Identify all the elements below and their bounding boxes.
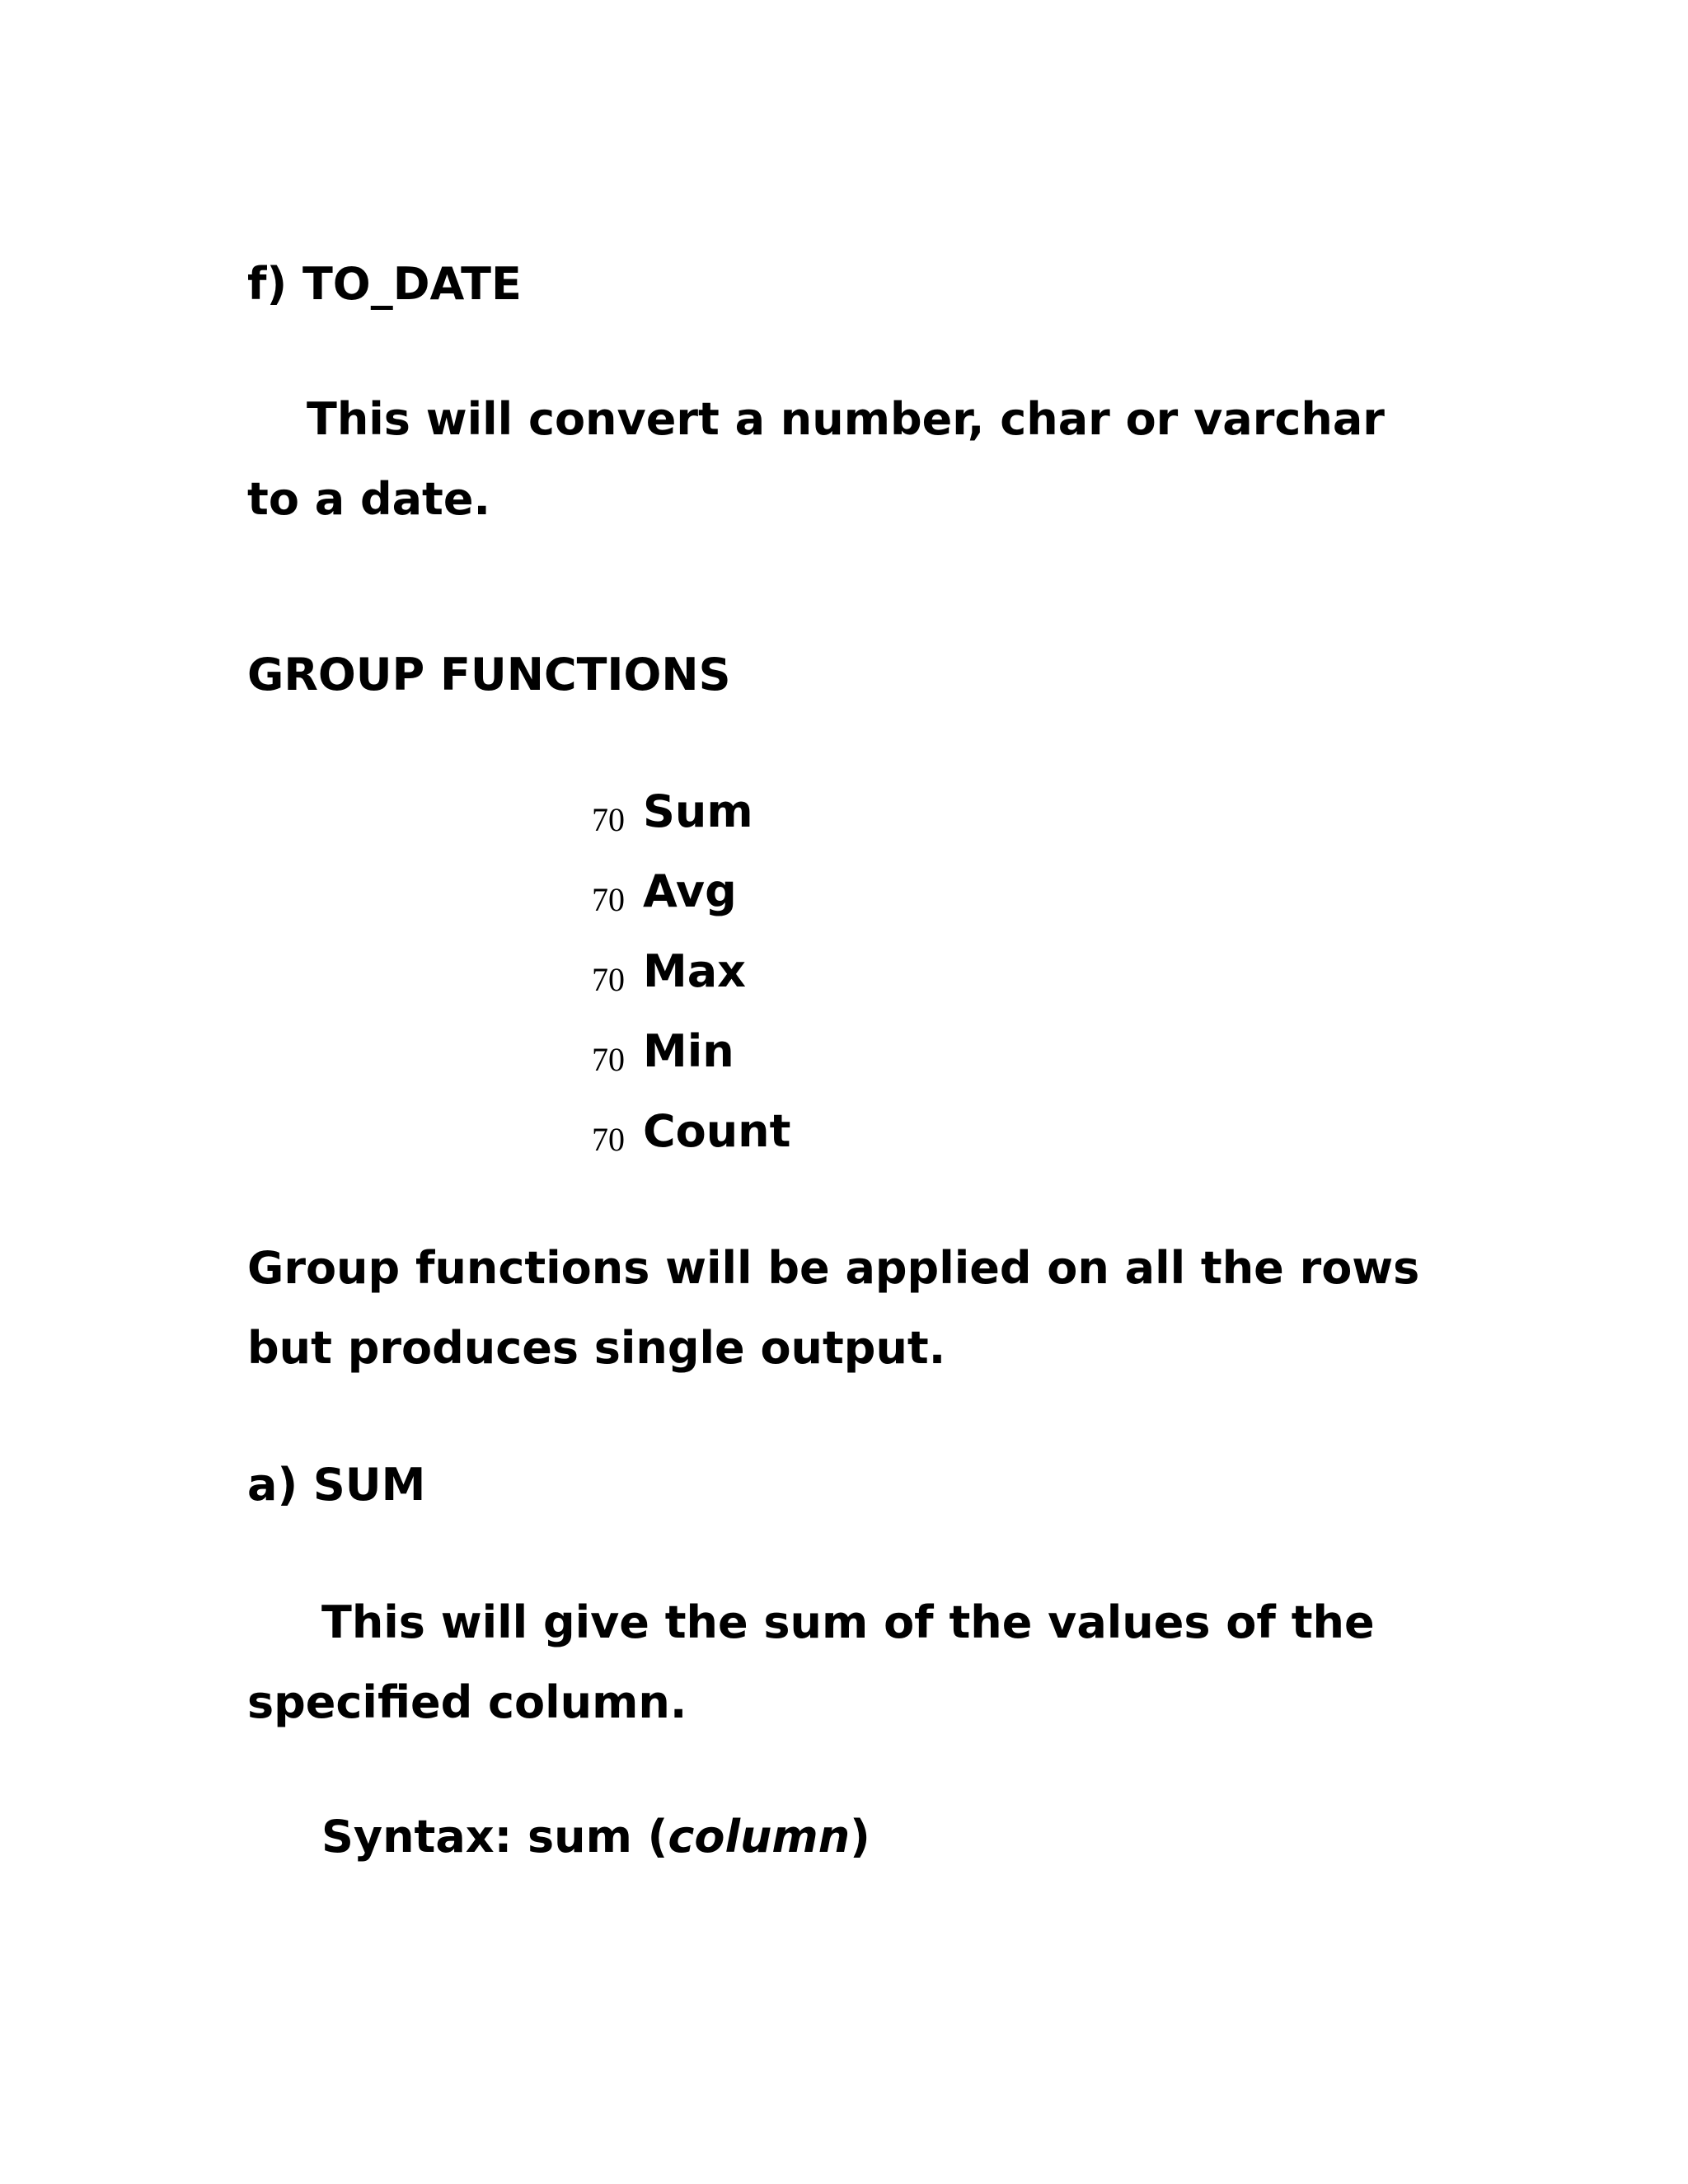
group-functions-heading: GROUP FUNCTIONS	[247, 649, 731, 701]
syntax-prefix: Syntax: sum (	[321, 1811, 668, 1863]
group-description-line1: Group functions will be applied on all the rows	[247, 1242, 1420, 1294]
sum-description-line1: This will give the sum of the values of the	[321, 1596, 1375, 1648]
sum-description-line2: specified column.	[247, 1676, 687, 1728]
todate-description-line2: to a date.	[247, 473, 490, 525]
group-description-line2: but produces single output.	[247, 1322, 946, 1374]
syntax-argument: column	[668, 1811, 851, 1863]
bullet-marker: 70	[592, 1041, 625, 1078]
list-item-label: Sum	[643, 785, 753, 837]
bullet-marker: 70	[592, 881, 625, 918]
list-item-label: Min	[643, 1025, 734, 1077]
bullet-marker: 70	[592, 801, 625, 838]
list-item-label: Avg	[643, 865, 737, 917]
sum-heading: a) SUM	[247, 1459, 426, 1511]
bullet-marker: 70	[592, 1121, 625, 1158]
bullet-marker: 70	[592, 961, 625, 998]
todate-heading: f) TO_DATE	[247, 258, 522, 310]
syntax-suffix: )	[850, 1811, 870, 1863]
list-item-label: Count	[643, 1105, 791, 1157]
list-item-label: Max	[643, 945, 747, 997]
syntax-line	[321, 1811, 870, 1863]
todate-description-line1: This will convert a number, char or varchar	[307, 393, 1385, 445]
